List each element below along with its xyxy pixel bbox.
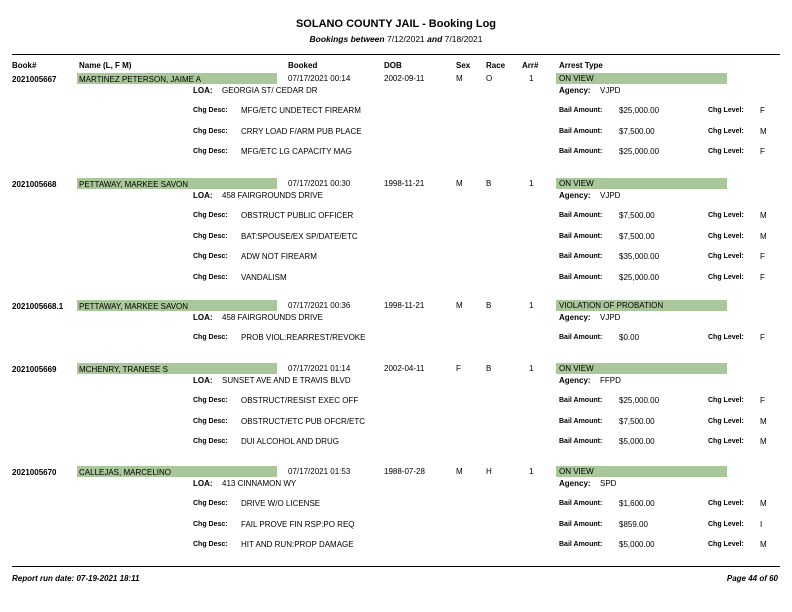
report-title: SOLANO COUNTY JAIL - Booking Log	[295, 18, 497, 30]
dob: 1998-11-21	[384, 301, 425, 310]
inmate-name: MARTINEZ PETERSON, JAIME A	[79, 75, 202, 84]
chg-level-label: Chg Level:	[708, 397, 744, 404]
bail-amount: $25,000.00	[619, 106, 660, 115]
report-run-date: Report run date: 07-19-2021 18:11	[12, 574, 140, 583]
inmate-name: PETTAWAY, MARKEE SAVON	[79, 180, 189, 189]
book-number: 2021005668.1	[12, 302, 64, 311]
bail-amount: $5,000.00	[619, 540, 655, 549]
booked-datetime: 07/17/2021 01:14	[288, 364, 351, 373]
agency-value: FFPD	[600, 376, 621, 385]
agency-label: Agency:	[559, 313, 591, 322]
bail-amount: $7,500.00	[619, 416, 655, 426]
inmate-name: MCHENRY, TRANESE S	[79, 365, 168, 374]
chg-desc-label: Chg Desc:	[193, 273, 228, 281]
bail-amount-label: Bail Amount:	[559, 253, 603, 260]
bail-amount: $7,500.00	[619, 211, 655, 220]
chg-desc-label: Chg Desc:	[193, 520, 228, 528]
booked-datetime: 07/17/2021 01:53	[288, 467, 351, 476]
booked-datetime: 07/17/2021 00:14	[288, 74, 351, 83]
dob: 2002-04-11	[384, 364, 425, 373]
agency-label: Agency:	[559, 479, 591, 488]
charge-level: M	[760, 499, 767, 508]
bail-amount: $25,000.00	[619, 396, 660, 405]
bail-amount-label: Bail Amount:	[559, 232, 603, 240]
bail-amount-label: Bail Amount:	[559, 212, 603, 219]
loa-value: 458 FAIRGROUNDS DRIVE	[222, 313, 323, 322]
agency-value: VJPD	[600, 86, 621, 95]
charge-description: HIT AND RUN:PROP DAMAGE	[241, 540, 354, 549]
book-number: 2021005669	[12, 365, 57, 374]
race: B	[486, 301, 492, 310]
footer-divider	[12, 566, 780, 567]
subtitle-prefix: Bookings between	[309, 34, 385, 44]
loa-value: 413 CINNAMON WY	[222, 479, 297, 488]
inmate-name: CALLEJAS, MARCELINO	[79, 468, 172, 477]
agency-label: Agency:	[559, 376, 591, 385]
agency-value: VJPD	[600, 191, 621, 200]
chg-level-label: Chg Level:	[708, 127, 744, 135]
bail-amount: $7,500.00	[619, 231, 655, 241]
race: B	[486, 179, 492, 188]
chg-level-label: Chg Level:	[708, 107, 744, 114]
charge-level: M	[760, 416, 767, 426]
chg-desc-label: Chg Desc:	[193, 438, 228, 445]
col-header-race: Race	[486, 61, 506, 70]
bail-amount: $35,000.00	[619, 252, 660, 261]
chg-level-label: Chg Level:	[708, 334, 744, 341]
subtitle-start-date: 7/12/2021	[386, 34, 425, 44]
sex: M	[456, 301, 463, 310]
chg-level-label: Chg Level:	[708, 500, 744, 507]
bail-amount-label: Bail Amount:	[559, 417, 603, 425]
bail-amount-label: Bail Amount:	[559, 107, 603, 114]
col-header-dob: DOB	[384, 61, 402, 70]
col-header-arrest-type: Arrest Type	[559, 61, 603, 70]
loa-label: LOA:	[193, 191, 213, 200]
charge-level: F	[760, 272, 765, 282]
arrest-count: 1	[529, 364, 534, 373]
loa-label: LOA:	[193, 313, 213, 322]
chg-desc-label: Chg Desc:	[193, 500, 228, 507]
charge-level: M	[760, 126, 767, 136]
charge-description: VANDALISM	[241, 272, 287, 282]
charge-level: M	[760, 540, 767, 549]
bail-amount: $859.00	[619, 519, 648, 529]
agency-label: Agency:	[559, 191, 591, 200]
arrest-type: ON VIEW	[559, 74, 594, 83]
charge-level: I	[760, 519, 763, 529]
race: B	[486, 364, 492, 373]
bail-amount-label: Bail Amount:	[559, 127, 603, 135]
arrest-count: 1	[529, 467, 534, 476]
charge-description: FAIL PROVE FIN RSP:PO REQ	[241, 519, 355, 529]
arrest-type: ON VIEW	[559, 179, 594, 188]
chg-desc-label: Chg Desc:	[193, 334, 228, 341]
booked-datetime: 07/17/2021 00:36	[288, 301, 351, 310]
chg-desc-label: Chg Desc:	[193, 148, 228, 155]
chg-desc-label: Chg Desc:	[193, 253, 228, 260]
bail-amount-label: Bail Amount:	[559, 148, 603, 155]
arrest-type: ON VIEW	[559, 364, 594, 373]
charge-level: M	[760, 231, 767, 241]
arrest-count: 1	[529, 179, 534, 188]
charge-description: DRIVE W/O LICENSE	[241, 499, 321, 508]
charge-level: F	[760, 396, 765, 405]
bail-amount-label: Bail Amount:	[559, 397, 603, 404]
charge-level: F	[760, 333, 765, 342]
bail-amount-label: Bail Amount:	[559, 273, 603, 281]
arrest-count: 1	[529, 74, 534, 83]
charge-description: BAT:SPOUSE/EX SP/DATE/ETC	[241, 231, 358, 241]
chg-level-label: Chg Level:	[708, 520, 744, 528]
page-number: Page 44 of 60	[726, 574, 778, 583]
charge-level: M	[760, 437, 767, 446]
chg-level-label: Chg Level:	[708, 232, 744, 240]
chg-desc-label: Chg Desc:	[193, 541, 228, 548]
charge-level: F	[760, 147, 765, 156]
subtitle-and: and	[427, 34, 443, 44]
col-header-booked: Booked	[288, 61, 318, 70]
chg-level-label: Chg Level:	[708, 541, 744, 548]
bail-amount: $1,600.00	[619, 499, 655, 508]
book-number: 2021005668	[12, 180, 57, 189]
sex: M	[456, 179, 463, 188]
loa-value: 458 FAIRGROUNDS DRIVE	[222, 191, 323, 200]
charge-description: OBSTRUCT/RESIST EXEC OFF	[241, 396, 359, 405]
loa-value: GEORGIA ST/ CEDAR DR	[222, 86, 318, 95]
header-divider	[12, 54, 780, 55]
bail-amount-label: Bail Amount:	[559, 438, 603, 445]
bail-amount: $25,000.00	[619, 147, 660, 156]
loa-label: LOA:	[193, 86, 213, 95]
col-header-arr: Arr#	[522, 61, 539, 70]
arrest-type: VIOLATION OF PROBATION	[559, 301, 664, 310]
booked-datetime: 07/17/2021 00:30	[288, 179, 351, 188]
dob: 1988-07-28	[384, 467, 425, 476]
race: O	[486, 74, 493, 83]
arrest-type: ON VIEW	[559, 467, 594, 476]
chg-level-label: Chg Level:	[708, 148, 744, 155]
loa-label: LOA:	[193, 479, 213, 488]
col-header-book: Book#	[12, 61, 37, 70]
loa-value: SUNSET AVE AND E TRAVIS BLVD	[222, 376, 351, 385]
charge-description: ADW NOT FIREARM	[241, 252, 317, 261]
bail-amount: $0.00	[619, 333, 640, 342]
chg-level-label: Chg Level:	[708, 438, 744, 445]
charge-description: MFG/ETC UNDETECT FIREARM	[241, 106, 361, 115]
chg-level-label: Chg Level:	[708, 212, 744, 219]
chg-desc-label: Chg Desc:	[193, 232, 228, 240]
charge-description: DUI ALCOHOL AND DRUG	[241, 437, 339, 446]
loa-label: LOA:	[193, 376, 213, 385]
charge-description: MFG/ETC LG CAPACITY MAG	[241, 147, 352, 156]
dob: 2002-09-11	[384, 74, 425, 83]
charge-description: PROB VIOL:REARREST/REVOKE	[241, 333, 366, 342]
chg-desc-label: Chg Desc:	[193, 107, 228, 114]
chg-level-label: Chg Level:	[708, 253, 744, 260]
sex: F	[456, 364, 461, 373]
agency-value: VJPD	[600, 313, 621, 322]
bail-amount-label: Bail Amount:	[559, 334, 603, 341]
subtitle-end-date: 7/18/2021	[444, 34, 483, 44]
bail-amount: $25,000.00	[619, 272, 660, 282]
sex: M	[456, 467, 463, 476]
chg-level-label: Chg Level:	[708, 417, 744, 425]
chg-desc-label: Chg Desc:	[193, 127, 228, 135]
book-number: 2021005670	[12, 468, 57, 477]
col-header-sex: Sex	[456, 61, 471, 70]
book-number: 2021005667	[12, 75, 57, 84]
dob: 1998-11-21	[384, 179, 425, 188]
bail-amount: $5,000.00	[619, 437, 655, 446]
bail-amount-label: Bail Amount:	[559, 541, 603, 548]
bail-amount-label: Bail Amount:	[559, 500, 603, 507]
col-header-name: Name (L, F M)	[79, 61, 132, 70]
chg-desc-label: Chg Desc:	[193, 417, 228, 425]
charge-description: CRRY LOAD F/ARM PUB PLACE	[241, 126, 362, 136]
charge-description: OBSTRUCT PUBLIC OFFICER	[241, 211, 354, 220]
agency-label: Agency:	[559, 86, 591, 95]
charge-level: F	[760, 106, 765, 115]
bail-amount-label: Bail Amount:	[559, 520, 603, 528]
bail-amount: $7,500.00	[619, 126, 655, 136]
sex: M	[456, 74, 463, 83]
arrest-count: 1	[529, 301, 534, 310]
race: H	[486, 467, 492, 476]
chg-desc-label: Chg Desc:	[193, 397, 228, 404]
chg-desc-label: Chg Desc:	[193, 212, 228, 219]
inmate-name: PETTAWAY, MARKEE SAVON	[79, 302, 189, 311]
report-subtitle	[0, 34, 792, 44]
agency-value: SPD	[600, 479, 617, 488]
charge-level: F	[760, 252, 765, 261]
charge-description: OBSTRUCT/ETC PUB OFCR/ETC	[241, 416, 366, 426]
chg-level-label: Chg Level:	[708, 273, 744, 281]
charge-level: M	[760, 211, 767, 220]
